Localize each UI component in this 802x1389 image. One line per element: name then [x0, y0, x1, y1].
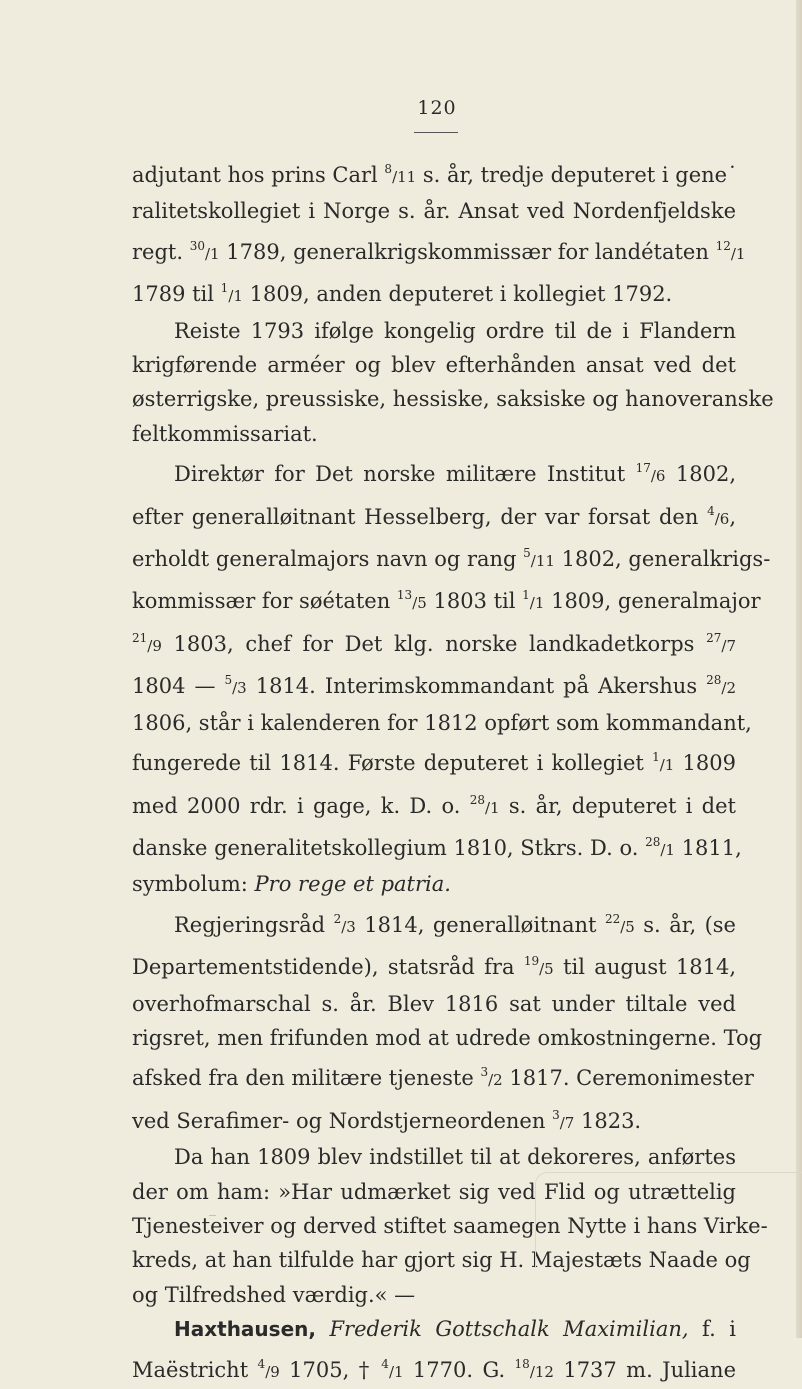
text-line: kreds, at han tilfulde har gjort sig H. Majestæts Naade og [132, 1248, 751, 1273]
text-line: danske generalitetskollegium 1810, Stkrs. D. o. $^{28}$/1 1811, [132, 834, 742, 860]
text-line: krigførende arméer og blev efterhånden ansat ved det [132, 353, 736, 378]
stray-mark [209, 1215, 216, 1216]
text-line: og Tilfredshed værdig.« — [132, 1282, 416, 1307]
text-line: Maëstricht $^4$/9 1705, † $^4$/1 1770. G. $^{18}$/12 1737 m. Juliane [132, 1356, 736, 1382]
text-line: Da han 1809 blev indstillet til at dekoreres, anførtes [174, 1145, 736, 1170]
text-line: ralitetskollegiet i Norge s. år. Ansat ved Nordenfjeldske [132, 199, 736, 224]
text-line: rigsret, men frifunden mod at udrede omkostningerne. Tog [132, 1025, 763, 1050]
entry-surname: Haxthausen, [174, 1317, 316, 1342]
paper-fold-mark [535, 1172, 802, 1268]
text-line: adjutant hos prins Carl $^8$/11 s. år, tredje deputeret i gene˙ [132, 162, 738, 187]
text-line: efter generalløitnant Hesselberg, der var forsat den $^4$/6, [132, 503, 736, 529]
text-line: med 2000 rdr. i gage, k. D. o. $^{28}$/1 s. år, deputeret i det [132, 792, 736, 818]
page-number-rule [414, 132, 458, 133]
text-line: regt. $^{30}$/1 1789, generalkrigskommissær for landétaten $^{12}$/1 [132, 238, 746, 264]
text-line: fungerede til 1814. Første deputeret i kollegiet $^1$/1 1809 [132, 750, 736, 776]
text-line: feltkommissariat. [132, 421, 318, 446]
text-line: afsked fra den militære tjeneste $^3$/2 1817. Ceremonimester [132, 1065, 754, 1091]
text-line: østerrigske, preussiske, hessiske, saksiske og hanoveranske [132, 387, 774, 412]
motto: Pro rege et patria. [254, 872, 451, 897]
text-line: Reiste 1793 ifølge kongelig ordre til de i Flandern [174, 318, 736, 343]
symbolum-label: symbolum: [132, 872, 255, 897]
text-line: kommissær for søétaten $^{13}$/5 1803 til $^1$/1 1809, generalmajor [132, 588, 761, 614]
page-edge [796, 0, 802, 1338]
text-line: erholdt generalmajors navn og rang $^5$/11 1802, generalkrigs- [132, 546, 771, 572]
text-line: Direktør for Det norske militære Institut $^{17}$/6 1802, [174, 461, 736, 487]
text-line [132, 867, 736, 901]
text-line: 1789 til $^1$/1 1809, anden deputeret i kollegiet 1792. [132, 281, 673, 307]
text-line: Tjenesteiver og derved stiftet saamegen Nytte i hans Virke- [132, 1213, 768, 1238]
entry-heading-line [132, 1312, 736, 1346]
text-line: overhofmarschal s. år. Blev 1816 sat under tiltale ved [132, 991, 736, 1016]
text-line: 1806, står i kalenderen for 1812 opført som kommandant, [132, 710, 752, 735]
text-line: Departementstidende), statsråd fra $^{19}$/5 til august 1814, [132, 954, 736, 980]
text-line: $^{21}$/9 1803, chef for Det klg. norske landkadetkorps $^{27}$/7 [132, 630, 736, 656]
text-line: Regjeringsråd $^2$/3 1814, generalløitnant $^{22}$/5 s. år, (se [174, 911, 736, 937]
entry-given-names: Frederik Gottschalk Maximilian, [329, 1317, 689, 1342]
text-line: der om ham: »Har udmærket sig ved Flid og utrættelig [132, 1179, 736, 1204]
text-line: 1804 — $^5$/3 1814. Interimskommandant på Akershus $^{28}$/2 [132, 673, 736, 699]
page-number: 120 [417, 97, 457, 119]
entry-heading-tail: f. i [688, 1317, 736, 1342]
text-line: ved Serafimer- og Nordstjerneordenen $^3$/7 1823. [132, 1107, 642, 1133]
